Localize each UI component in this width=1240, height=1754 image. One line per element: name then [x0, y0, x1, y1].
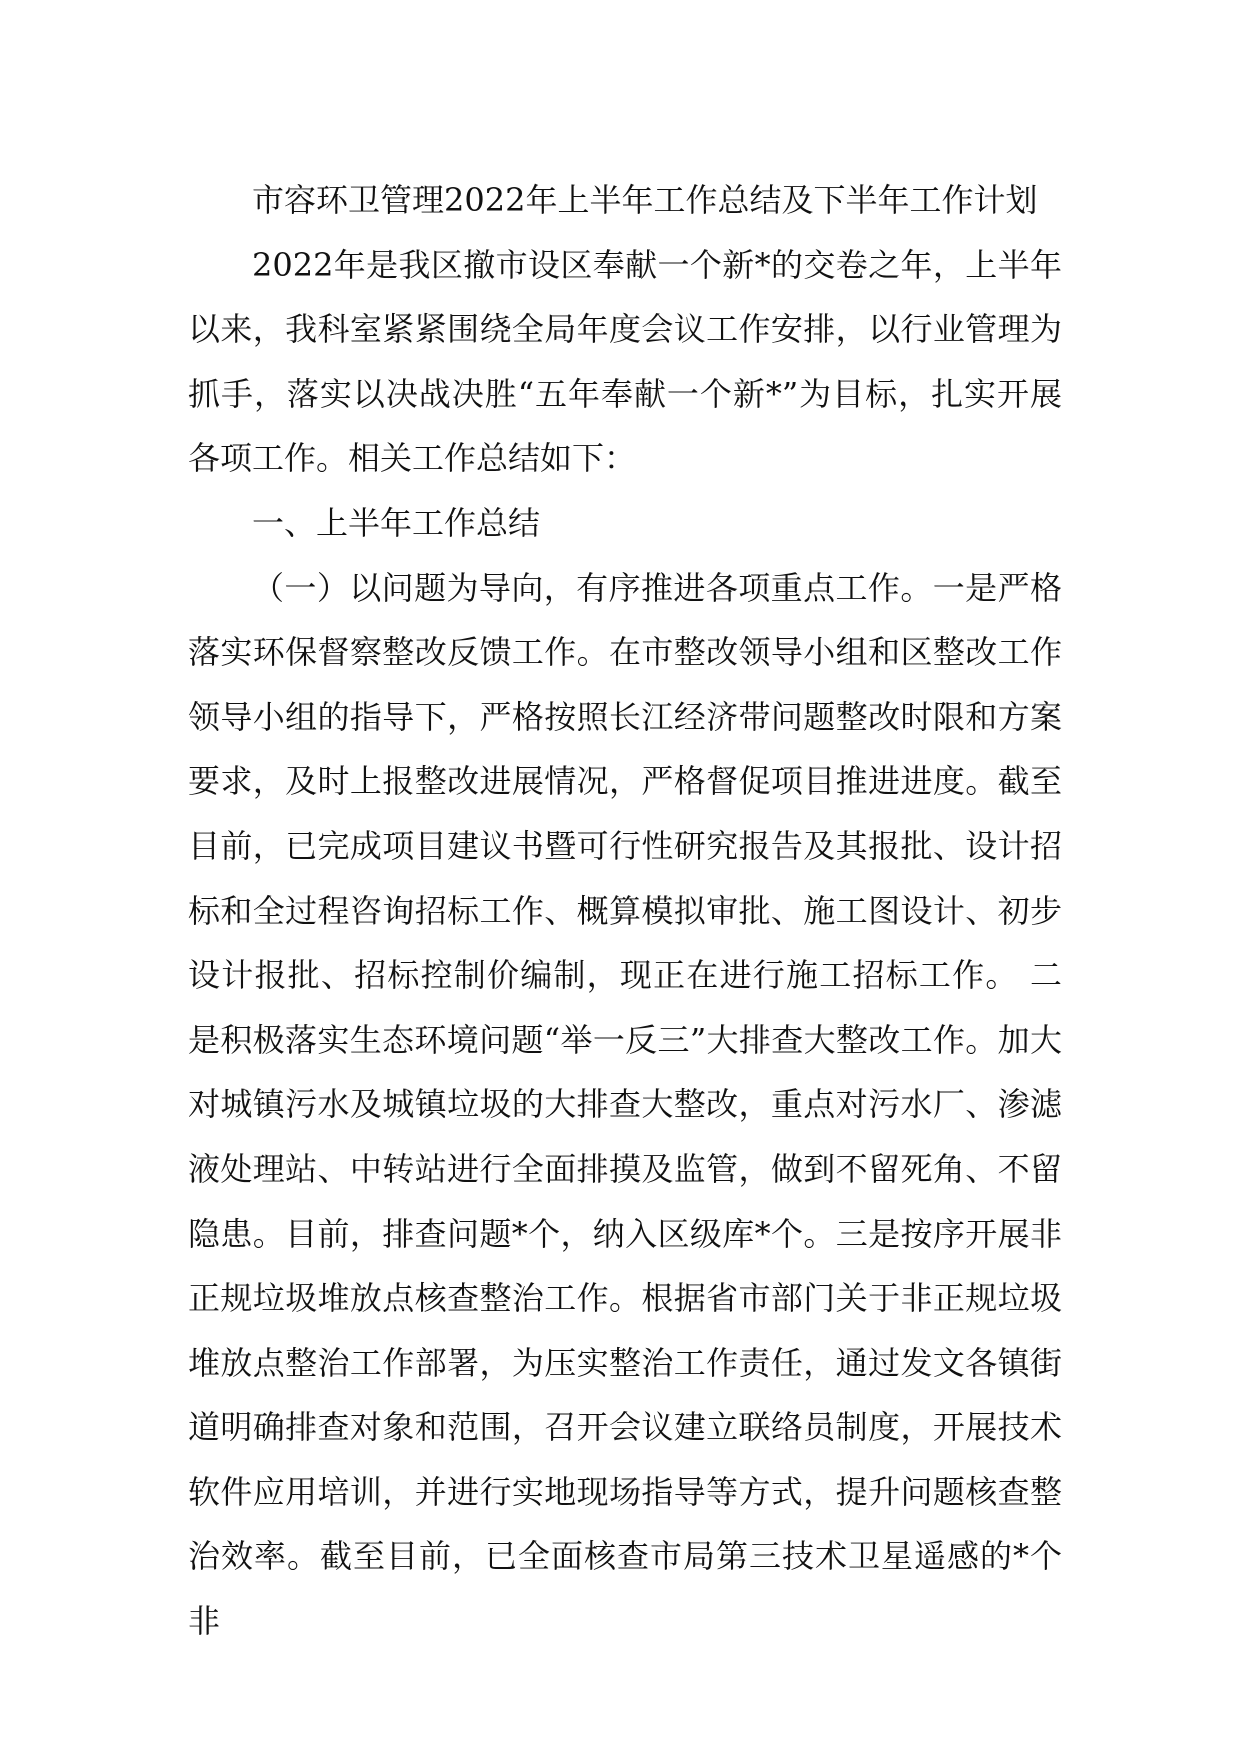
- intro-paragraph: 2022年是我区撤市设区奉献一个新*的交卷之年，上半年以来，我科室紧紧围绕全局年度会议工作安排，以行业管理为抓手，落实以决战决胜“五年奉献一个新*”为目标，扎实开展各项工作。相关工作总结如下：: [188, 245, 1062, 478]
- section-paragraph: （一）以问题为导向，有序推进各项重点工作。一是严格落实环保督察整改反馈工作。在市整改领导小组和区整改工作领导小组的指导下，严格按照长江经济带问题整改时限和方案要求，及时上报整改进展情况，严格督促项目推进进度。截至目前，已完成项目建议书暨可行性研究报告及其报批、设计招标和全过程咨询招标工作、概算模拟审批、施工图设计、初步设计报批、招标控制价编制，现正在进行施工招标工作。 二是积极落实生态环境问题“举一反三”大排查大整改工作。加大对城镇污水及城镇垃圾的大排查大整改，重点对污水厂、渗滤液处理站、中转站进行全面排摸及监管，做到不留死角、不留隐患。目前，排查问题*个，纳入区级库*个。三是按序开展非正规垃圾堆放点核查整治工作。根据省市部门关于非正规垃圾堆放点整治工作部署，为压实整治工作责任，通过发文各镇街道明确排查对象和范围，召开会议建立联络员制度，开展技术软件应用培训，并进行实地现场指导等方式，提升问题核查整治效率。截至目前，已全面核查市局第三技术卫星遥感的*个非: [188, 568, 1062, 1641]
- document-body: [188, 168, 1062, 1654]
- section-heading: 一、上半年工作总结: [252, 503, 541, 542]
- document-title: 市容环卫管理2022年上半年工作总结及下半年工作计划: [252, 181, 1038, 219]
